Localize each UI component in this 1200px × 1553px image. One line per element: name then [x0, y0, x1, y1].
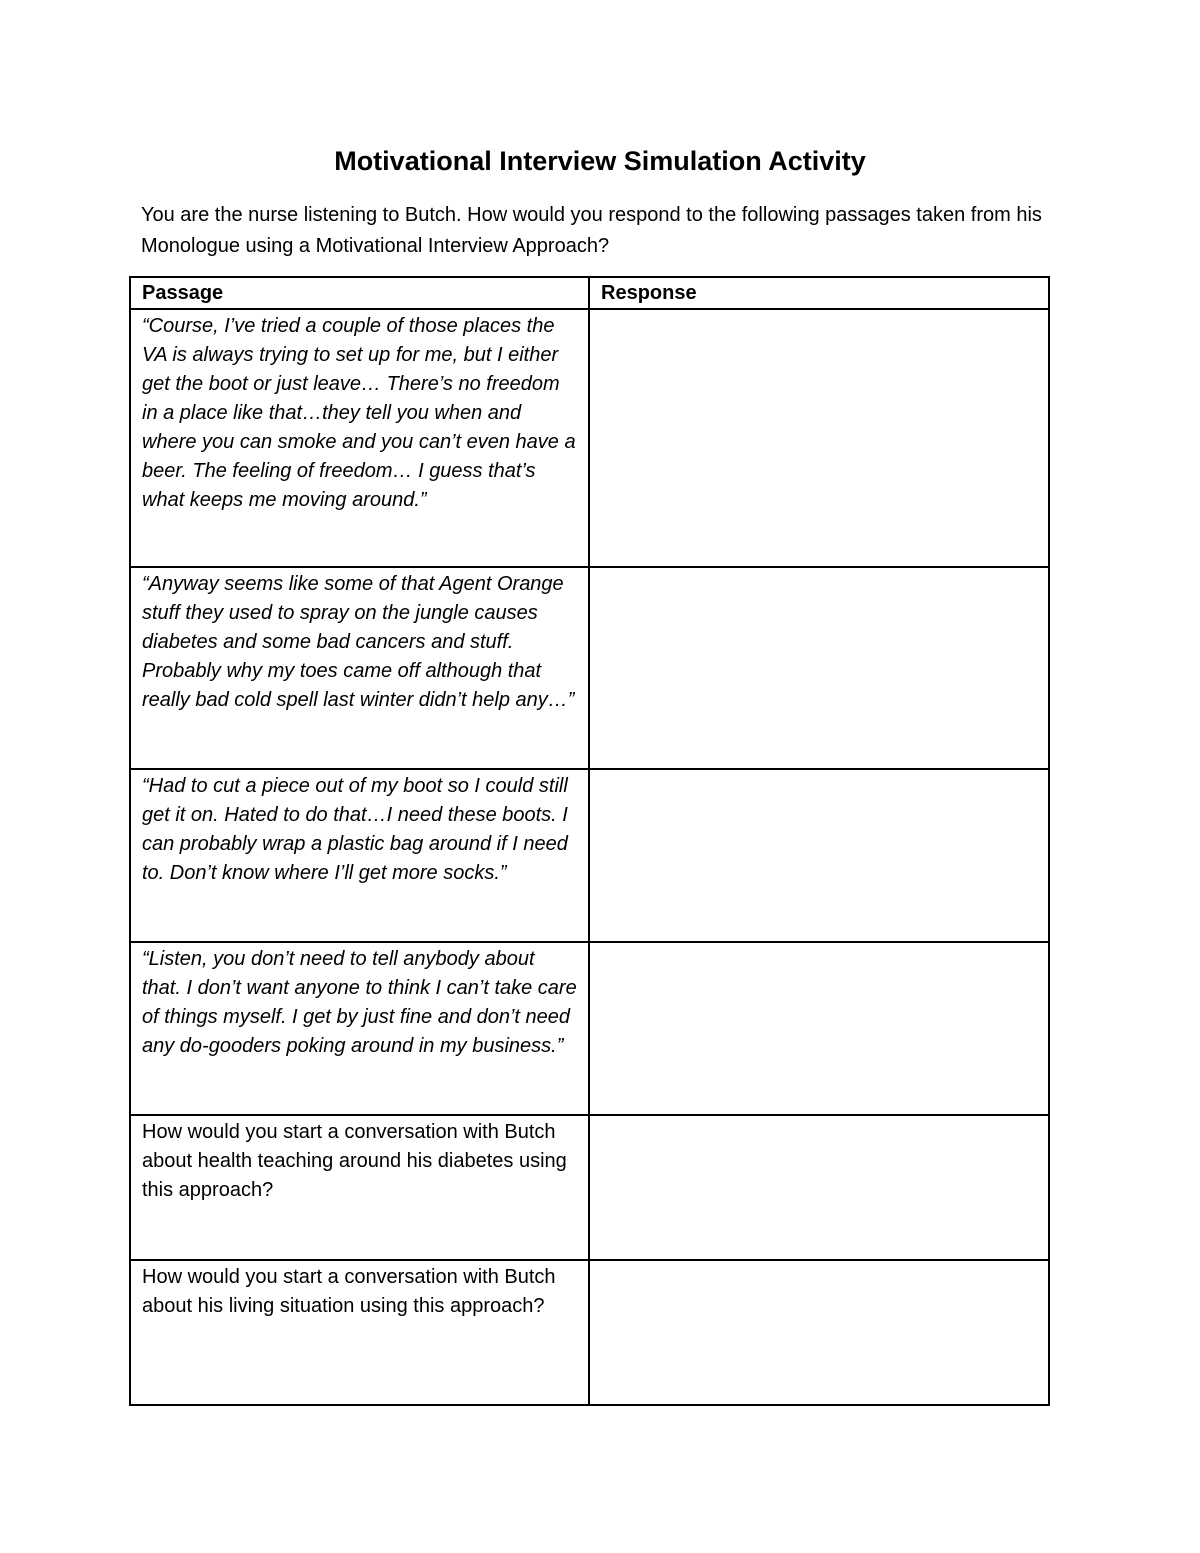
table-header-row	[130, 277, 1049, 309]
table-row	[130, 769, 1049, 942]
response-cell[interactable]	[589, 1260, 1049, 1405]
table-row	[130, 1260, 1049, 1405]
table-row	[130, 309, 1049, 567]
response-cell[interactable]	[589, 567, 1049, 769]
table-row	[130, 567, 1049, 769]
passage-cell: “Anyway seems like some of that Agent Orange stuff they used to spray on the jungle causes diabetes and some bad cancers and stuff. Probably why my toes came off although that really bad cold spell last winter didn’t help any…”	[130, 567, 589, 769]
instructions-paragraph: You are the nurse listening to Butch. How would you respond to the following passages taken from his Monologue using a Motivational Interview Approach?	[141, 204, 1042, 257]
response-column-header: Response	[589, 277, 1049, 309]
response-cell[interactable]	[589, 769, 1049, 942]
table-row	[130, 942, 1049, 1115]
passage-column-header: Passage	[130, 277, 589, 309]
document-title: Motivational Interview Simulation Activity	[334, 146, 866, 176]
response-cell[interactable]	[589, 1115, 1049, 1260]
passage-cell: “Listen, you don’t need to tell anybody about that. I don’t want anyone to think I can’t take care of things myself. I get by just fine and don’t need any do-gooders poking around in my business.”	[130, 942, 589, 1115]
response-cell[interactable]	[589, 942, 1049, 1115]
question-cell: How would you start a conversation with Butch about health teaching around his diabetes using this approach?	[130, 1115, 589, 1260]
passage-response-table	[129, 276, 1050, 1406]
question-cell: How would you start a conversation with Butch about his living situation using this approach?	[130, 1260, 589, 1405]
passage-cell: “Had to cut a piece out of my boot so I could still get it on. Hated to do that…I need these boots. I can probably wrap a plastic bag around if I need to. Don’t know where I’ll get more socks.”	[130, 769, 589, 942]
passage-cell: “Course, I’ve tried a couple of those places the VA is always trying to set up for me, but I either get the boot or just leave… There’s no freedom in a place like that…they tell you when and where you can smoke and you can’t even have a beer. The feeling of freedom… I guess that’s what keeps me moving around.”	[130, 309, 589, 567]
table-row	[130, 1115, 1049, 1260]
response-cell[interactable]	[589, 309, 1049, 567]
